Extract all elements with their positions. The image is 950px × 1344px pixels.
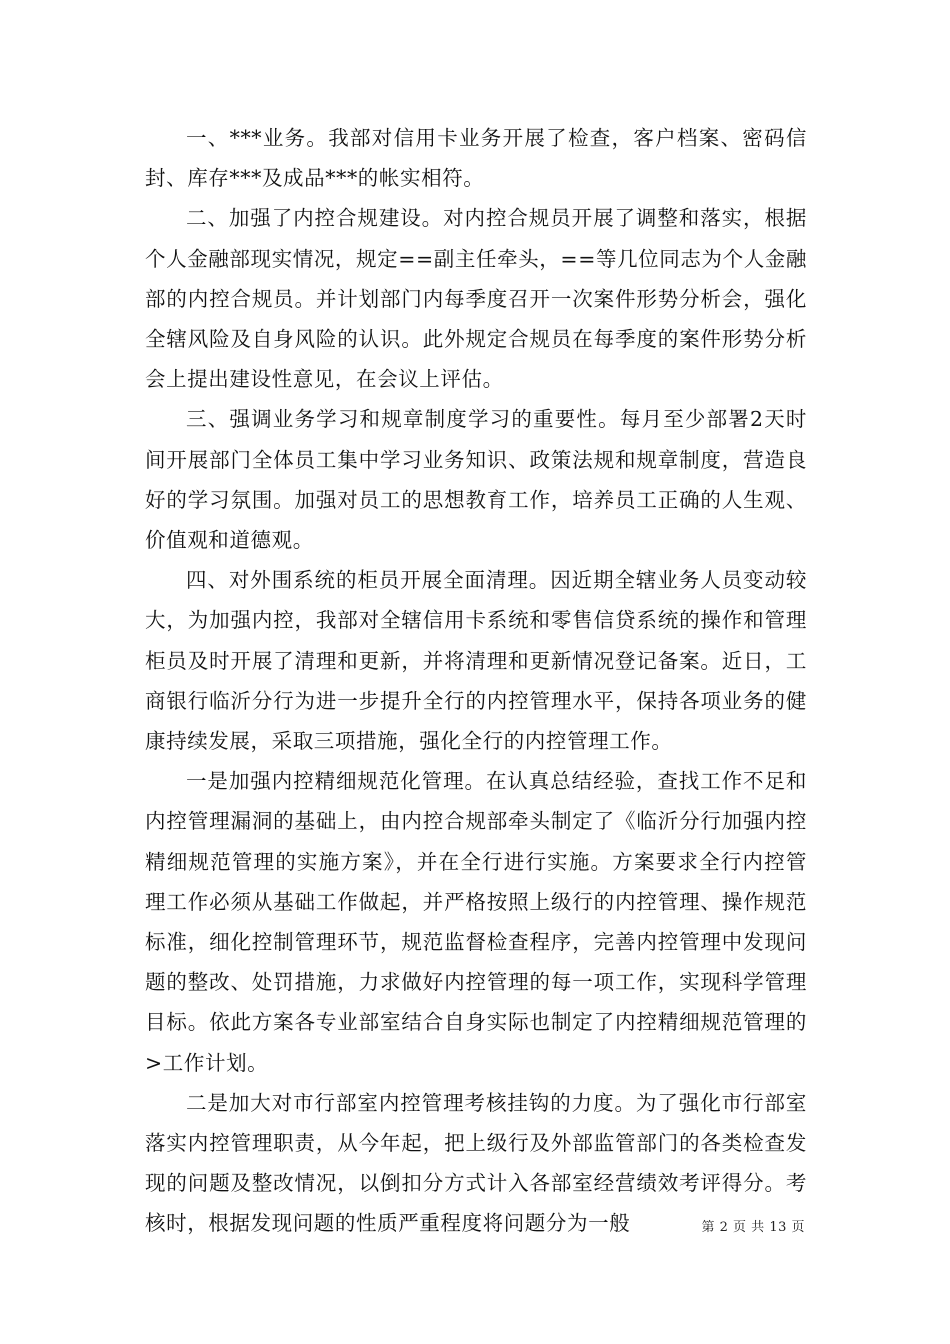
document-body [145, 118, 807, 1244]
paragraph-internal-control-compliance: 二、加强了内控合规建设。对内控合规员开展了调整和落实，根据个人金融部现实情况，规定==副主任牵头，==等几位同志为个人金融部的内控合规员。并计划部门内每季度召开一次案件形势分析会，强化全辖风险及自身风险的认识。此外规定合规员在每季度的案件形势分析会上提出建设性意见，在会议上评估。 [145, 206, 807, 392]
paragraph-assessment-linkage: 二是加大对市行部室内控管理考核挂钩的力度。为了强化市行部室落实内控管理职责，从今年起，把上级行及外部监管部门的各类检查发现的问题及整改情况，以倒扣分方式计入各部室经营绩效考评得分。考核时，根据发现问题的性质严重程度将问题分为一般 [145, 1090, 807, 1236]
paragraph-teller-cleanup: 四、对外围系统的柜员开展全面清理。因近期全辖业务人员变动较大，为加强内控，我部对全辖信用卡系统和零售信贷系统的操作和管理柜员及时开展了清理和更新，并将清理和更新情况登记备案。近日，工商银行临沂分行为进一步提升全行的内控管理水平，保持各项业务的健康持续发展，采取三项措施，强化全行的内控管理工作。 [145, 568, 807, 754]
paragraph-refined-management: 一是加强内控精细规范化管理。在认真总结经验，查找工作不足和内控管理漏洞的基础上，由内控合规部牵头制定了《临沂分行加强内控精细规范管理的实施方案》，并在全行进行实施。方案要求全行内控管理工作必须从基础工作做起，并严格按照上级行的内控管理、操作规范标准，细化控制管理环节，规范监督检查程序，完善内控管理中发现问题的整改、处罚措施，力求做好内控管理的每一项工作，实现科学管理目标。依此方案各专业部室结合自身实际也制定了内控精细规范管理的>工作计划。 [145, 769, 807, 1075]
paragraph-study-importance: 三、强调业务学习和规章制度学习的重要性。每月至少部署2天时间开展部门全体员工集中学习业务知识、政策法规和规章制度，营造良好的学习氛围。加强对员工的思想教育工作，培养员工正确的人生观、价值观和道德观。 [145, 407, 807, 553]
page-number-footer: 第 2 页 共 13 页 [701, 1220, 805, 1235]
paragraph-credit-card-business: 一、***业务。我部对信用卡业务开展了检查，客户档案、密码信封、库存***及成品***的帐实相符。 [145, 126, 807, 191]
